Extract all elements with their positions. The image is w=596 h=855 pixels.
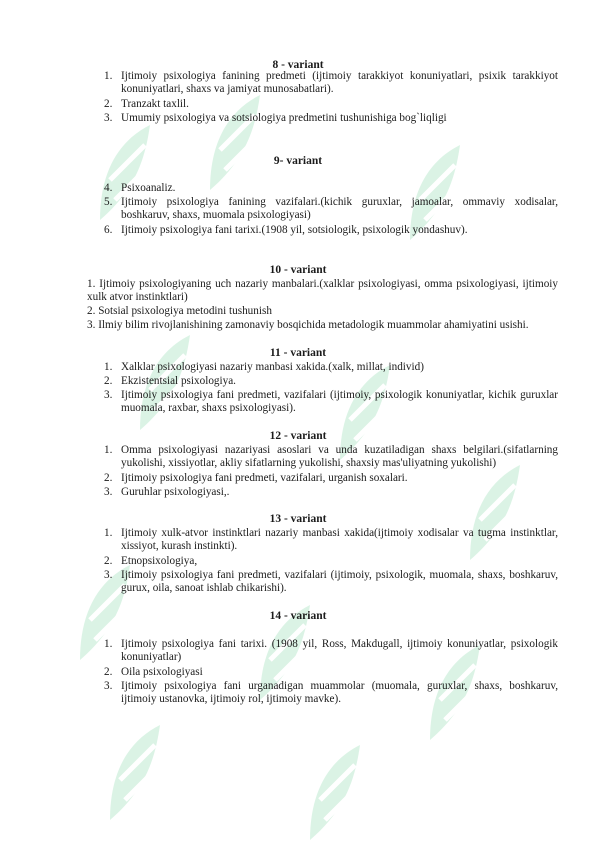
list-item-number: 2. xyxy=(104,555,113,567)
list-item-number: 2. xyxy=(104,375,113,387)
list-item: Ijtimoiy psixologiya fanining predmeti (ijtimoiy tarakkiyot konuniyatlari, psixik tarakkiyot konuniyatlari, shaxs va jamiyat munosabatlari). xyxy=(121,70,558,95)
list-item: Ijtimoiy psixologiya fani predmeti, vazifalari (ijtimoiy, psixologik, muomala, shaxs, boshkaruv, gurux, oila, sanoat ishlab chikarishi). xyxy=(121,569,558,594)
list-item: 2. Sotsial psixologiya metodini tushunish xyxy=(87,305,272,317)
list-item: Ijtimoiy psixologiya fanining vazifalari.(kichik guruxlar, jamoalar, ommaviy xodisalar, boshkaruv, shaxs, muomala psixologiyasi) xyxy=(121,196,558,221)
list-item-number: 3. xyxy=(104,680,113,692)
list-item: 1. Ijtimoiy psixologiyaning uch nazariy manbalari.(xalklar psixologiyasi, omma psixologiyasi, ijtimoiy xulk atvor instinktlari) xyxy=(87,278,558,303)
list-item-number: 6. xyxy=(104,224,113,236)
list-item: Umumiy psixologiya va sotsiologiya predmetini tushunishiga bog`liqligi xyxy=(121,112,447,124)
list-item: Xalklar psixologiyasi nazariy manbasi xakida.(xalk, millat, individ) xyxy=(121,361,424,373)
list-item: Tranzakt taxlil. xyxy=(121,98,189,110)
variant-12-heading: 12 - variant xyxy=(269,430,327,442)
list-item-number: 1. xyxy=(104,444,113,456)
list-item: Ijtimoiy xulk-atvor instinktlari nazariy manbasi xakida(ijtimoiy xodisalar va tugma instinktlar, xissiyot, kurash instinkti). xyxy=(121,527,558,552)
variant-14-heading: 14 - variant xyxy=(269,610,327,622)
variant-11-heading: 11 - variant xyxy=(269,347,327,359)
list-item-number: 1. xyxy=(104,70,113,82)
list-item: 3. Ilmiy bilim rivojlanishining zamonaviy bosqichida metadologik muammolar ahamiyatini usishi. xyxy=(87,319,529,331)
list-item-number: 1. xyxy=(104,638,113,650)
list-item-number: 1. xyxy=(104,527,113,539)
list-item-number: 1. xyxy=(104,361,113,373)
list-item-number: 2. xyxy=(104,98,113,110)
list-item-number: 4. xyxy=(104,182,113,194)
variant-9-heading: 9- variant xyxy=(273,155,323,167)
list-item: Ijtimoiy psixologiya fani predmeti, vazifalari, urganish soxalari. xyxy=(121,472,408,484)
list-item: Ijtimoiy psixologiya fani urganadigan muammolar (muomala, guruxlar, shaxs, boshkaruv, ijtimoiy ustanovka, ijtimoiy rol, ijtimoiy mavke). xyxy=(121,680,558,705)
list-item-number: 5. xyxy=(104,196,113,208)
variant-8-heading: 8 - variant xyxy=(272,59,324,71)
variant-13-heading: 13 - variant xyxy=(269,513,327,525)
list-item: Omma psixologiyasi nazariyasi asoslari va unda kuzatiladigan shaxs belgilari.(sifatlarning yukolishi, xissiyotlar, akliy sifatlarning yukolishi, shaxsiy mas'uliyatning yukolishi) xyxy=(121,444,558,469)
list-item: Guruhlar psixologiyasi,. xyxy=(121,486,230,498)
list-item: Ijtimoiy psixologiya fani tarixi.(1908 yil, sotsiologik, psixologik yondashuv). xyxy=(121,224,468,236)
list-item: Etnopsixologiya, xyxy=(121,555,198,567)
list-item: Ekzistentsial psixologiya. xyxy=(121,375,236,387)
list-item-number: 2. xyxy=(104,472,113,484)
list-item-number: 3. xyxy=(104,569,113,581)
variant-10-heading: 10 - variant xyxy=(269,264,327,276)
list-item-number: 3. xyxy=(104,486,113,498)
list-item-number: 2. xyxy=(104,666,113,678)
list-item-number: 3. xyxy=(104,389,113,401)
list-item-number: 3. xyxy=(104,112,113,124)
list-item: Ijtimoiy psixologiya fani predmeti, vazifalari (ijtimoiy, psixologik konuniyatlar, kichik guruxlar muomala, raxbar, shaxs psixologiyasi). xyxy=(121,389,558,414)
list-item: Oila psixologiyasi xyxy=(121,666,203,678)
list-item: Ijtimoiy psixologiya fani tarixi. (1908 yil, Ross, Makdugall, ijtimoiy konuniyatlar, psixologik konuniyatlar) xyxy=(121,638,558,663)
list-item: Psixoanaliz. xyxy=(121,182,176,194)
